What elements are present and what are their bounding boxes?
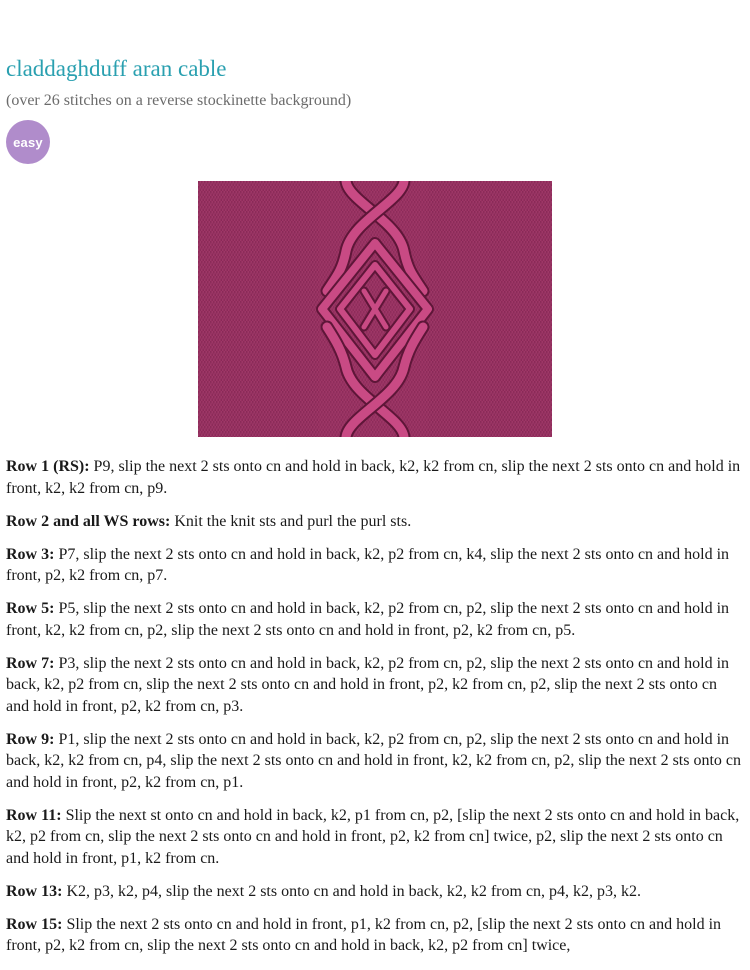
row-text: P9, slip the next 2 sts onto cn and hold in back, k2, k2 from cn, slip the next 2 sts onto cn and hold in front, k2, k2 from cn, p9.: [6, 458, 741, 497]
instruction-row: [6, 511, 744, 533]
row-text: P3, slip the next 2 sts onto cn and hold in back, k2, p2 from cn, p2, slip the next 2 sts onto cn and hold in back, k2, p2 from cn, slip the next 2 sts onto cn and hold in front, p2, k2 from cn, p2, slip the next 2 sts onto cn and hold in front, p2, k2 from cn, p3.: [6, 654, 730, 715]
instruction-row: [6, 729, 744, 794]
row-label: Row 1 (RS):: [6, 458, 90, 475]
row-label: Row 7:: [6, 654, 55, 672]
row-label: Row 13:: [6, 882, 63, 900]
row-label: Row 15:: [6, 915, 63, 933]
row-label: Row 3:: [6, 545, 55, 563]
row-label: Row 5:: [6, 600, 55, 617]
row-text: K2, p3, k2, p4, slip the next 2 sts onto cn and hold in back, k2, k2 from cn, p4, k2, p3, k2.: [62, 882, 642, 900]
row-label: Row 9:: [6, 730, 55, 748]
row-text: P1, slip the next 2 sts onto cn and hold in back, k2, p2 from cn, p2, slip the next 2 sts onto cn and hold in back, k2, k2 from cn, p4, slip the next 2 sts onto cn and hold in front, k2, k2 from cn, p2, slip the next 2 sts onto cn and hold in front, p2, k2 from cn, p1.: [6, 730, 742, 791]
row-text: P7, slip the next 2 sts onto cn and hold in back, k2, p2 from cn, k4, slip the next 2 sts onto cn and hold in front, p2, k2 from cn, p7.: [6, 545, 730, 584]
pattern-subtitle: (over 26 stitches on a reverse stockinette background): [6, 92, 352, 109]
row-text: Knit the knit sts and purl the purl sts.: [170, 512, 412, 530]
row-text: Slip the next 2 sts onto cn and hold in front, p1, k2 from cn, p2, [slip the next 2 sts onto cn and hold in front, p2, k2 from cn, slip the next 2 sts onto cn and hold in back, k2, p2 from cn] twice,: [6, 915, 722, 954]
pattern-title: claddaghduff aran cable: [6, 56, 227, 81]
instruction-row: [6, 598, 744, 641]
instruction-row: [6, 881, 744, 903]
row-text: Slip the next st onto cn and hold in back, k2, p1 from cn, p2, [slip the next 2 sts onto cn and hold in back, k2, p2 from cn, slip the next 2 sts onto cn and hold in front, p2, k2 from cn] twice, p2, slip the next 2 sts onto cn and hold in front, p1, k2 from cn.: [6, 806, 740, 867]
instruction-row: [6, 653, 744, 718]
instruction-row: [6, 456, 744, 499]
row-label: Row 11:: [6, 806, 62, 824]
row-label: Row 2 and all WS rows:: [6, 512, 171, 530]
instruction-row: [6, 914, 744, 957]
row-text: P5, slip the next 2 sts onto cn and hold in back, k2, p2 from cn, p2, slip the next 2 sts onto cn and hold in front, k2, k2 from cn, p2, slip the next 2 sts onto cn and hold in front, p2, k2 from cn, p5.: [6, 600, 730, 639]
instruction-row: [6, 805, 744, 870]
cable-swatch-photo: [198, 181, 552, 437]
instruction-row: [6, 544, 744, 587]
instructions: [6, 456, 744, 968]
difficulty-badge: easy: [6, 120, 50, 164]
